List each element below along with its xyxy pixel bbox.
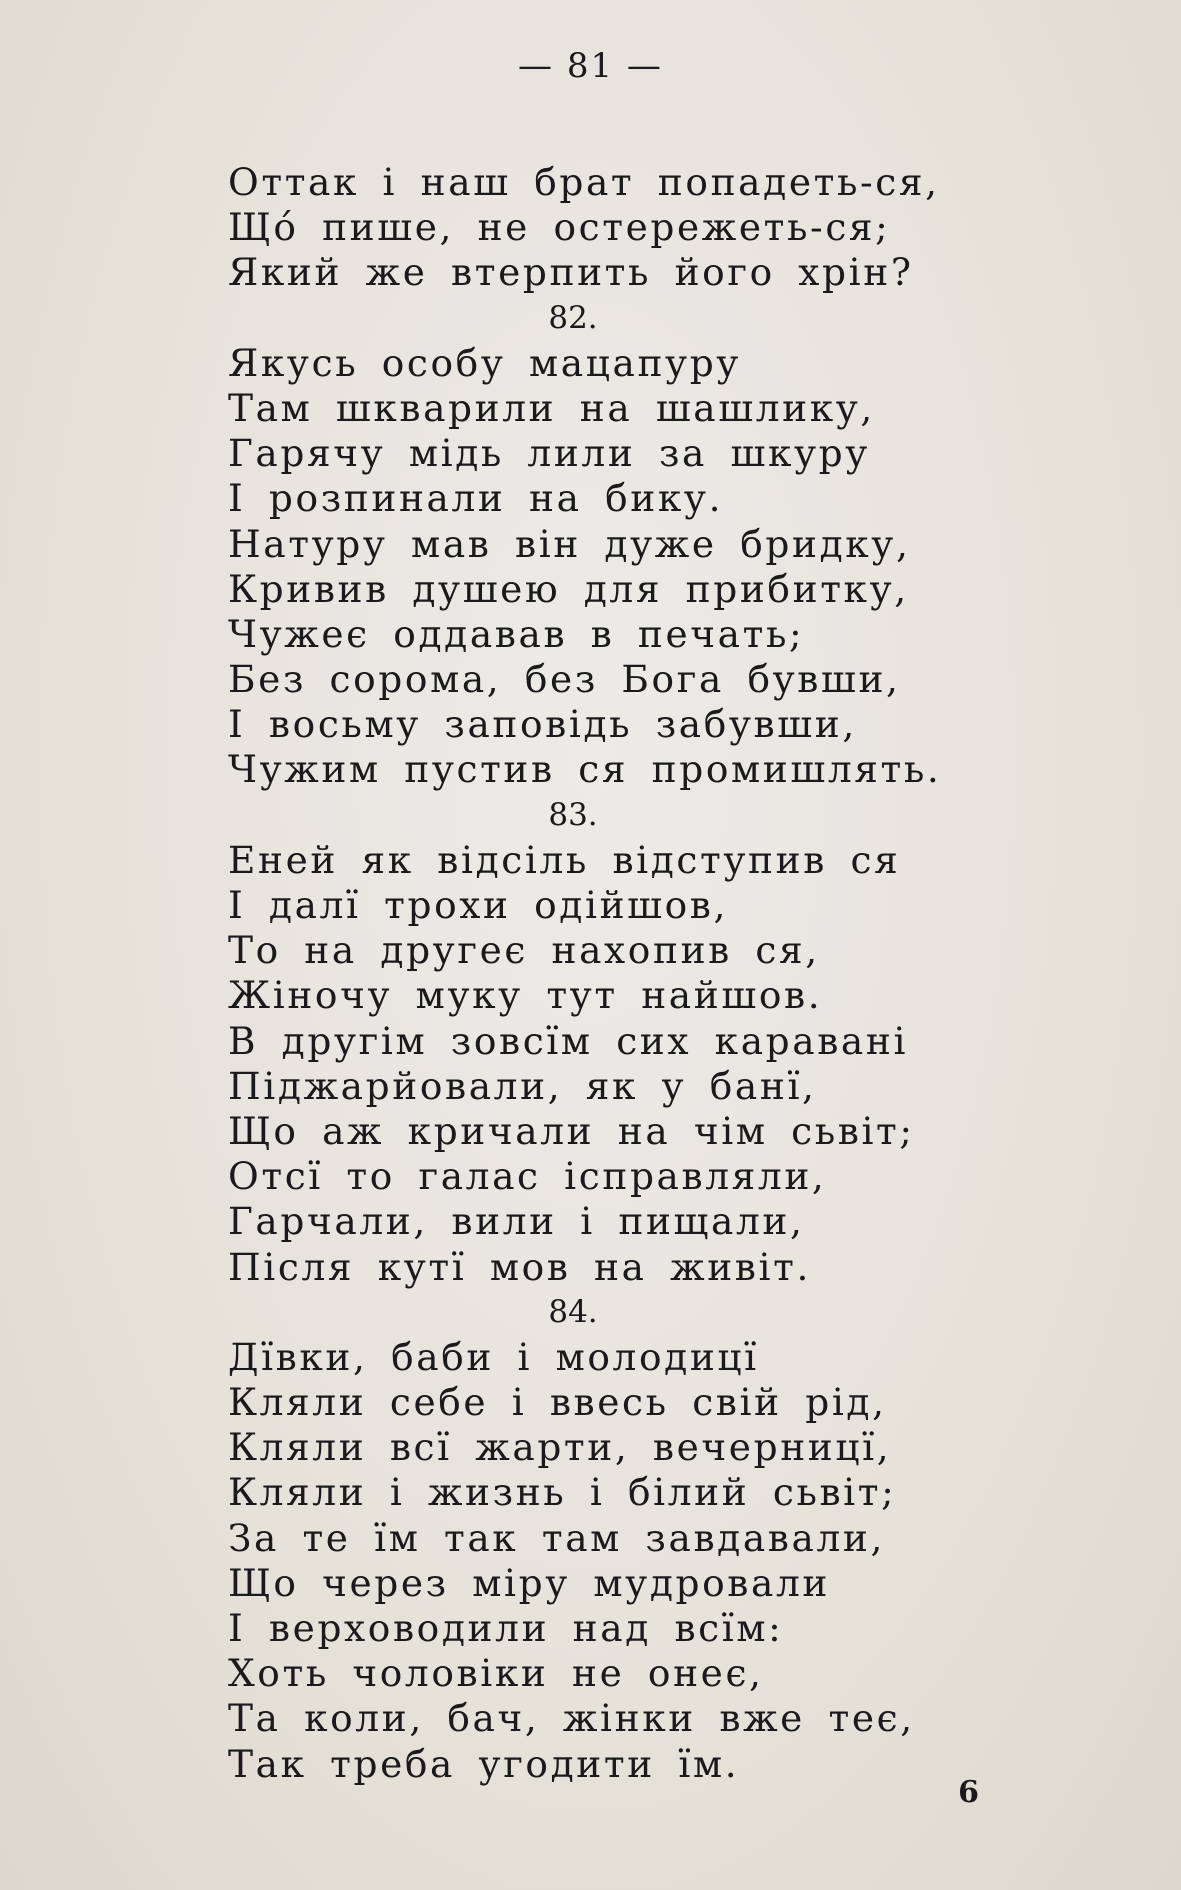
verse-line: Без сорома, без Бога бувши, xyxy=(228,657,901,702)
stanza-number: 82. xyxy=(548,299,598,336)
verse-line: Там шкварили на шашлику, xyxy=(228,385,875,430)
verse-line: Гарячу мідь лили за шкуру xyxy=(228,431,870,476)
verse-line: Кривив душею для прибитку, xyxy=(228,566,909,611)
verse-line: Що аж кричали на чім сьвіт; xyxy=(228,1108,915,1153)
verse-line: Дївки, баби і молодицї xyxy=(228,1334,759,1379)
verse-line: То на другеє нахопив ся, xyxy=(228,928,820,973)
verse-line: Та коли, бач, жінки вже теє, xyxy=(228,1696,915,1741)
stanza-number: 84. xyxy=(548,1293,598,1330)
verse-line: І розпинали на бику. xyxy=(228,476,724,521)
verse-line: Так треба угодити їм. xyxy=(228,1741,740,1786)
verse-line: Еней як відсіль відступив ся xyxy=(228,837,901,882)
poem-text xyxy=(228,160,942,1787)
verse-line: В другім зовсїм сих каравані xyxy=(228,1018,909,1063)
verse-line: Піджарйовали, як у банї, xyxy=(228,1063,817,1108)
verse-line: Чужим пустив ся промишлять. xyxy=(228,747,942,792)
verse-line: Кляли себе і ввесь свій рід, xyxy=(228,1380,887,1425)
verse-line: І верховодили над всїм: xyxy=(228,1606,784,1650)
printer-signature-mark: 6 xyxy=(958,1775,979,1810)
verse-line: І восьму заповідь забувши, xyxy=(228,702,857,747)
verse-line: Оттак і наш брат попадеть-ся, xyxy=(228,160,940,204)
verse-line: Що через міру мудровали xyxy=(228,1560,830,1605)
verse-line: Чужеє оддавав в печать; xyxy=(228,611,805,656)
verse-line: Після кутї мов на живіт. xyxy=(228,1244,811,1289)
verse-line: І далї трохи одійшов, xyxy=(228,883,729,927)
verse-line: Хоть чоловіки не онеє, xyxy=(228,1651,764,1696)
verse-line: Що́ пише, не остережеть-ся; xyxy=(228,205,891,250)
verse-line: За те їм так там завдавали, xyxy=(228,1515,886,1560)
verse-line: Кляли і жизнь і білий сьвіт; xyxy=(228,1470,897,1515)
verse-line: Жіночу муку тут найшов. xyxy=(228,973,823,1018)
stanza-number: 83. xyxy=(548,796,598,833)
page-number: — 81 — xyxy=(518,46,663,86)
verse-line: Якусь особу мацапуру xyxy=(228,340,741,385)
verse-line: Гарчали, вили і пищали, xyxy=(228,1199,805,1244)
verse-line: Натуру мав він дуже бридку, xyxy=(228,521,911,566)
verse-line: Кляли всї жарти, вечерницї, xyxy=(228,1425,892,1470)
verse-line: Який же втерпить його хрін? xyxy=(228,250,914,295)
verse-line: Отсї то галас ісправляли, xyxy=(228,1154,827,1199)
